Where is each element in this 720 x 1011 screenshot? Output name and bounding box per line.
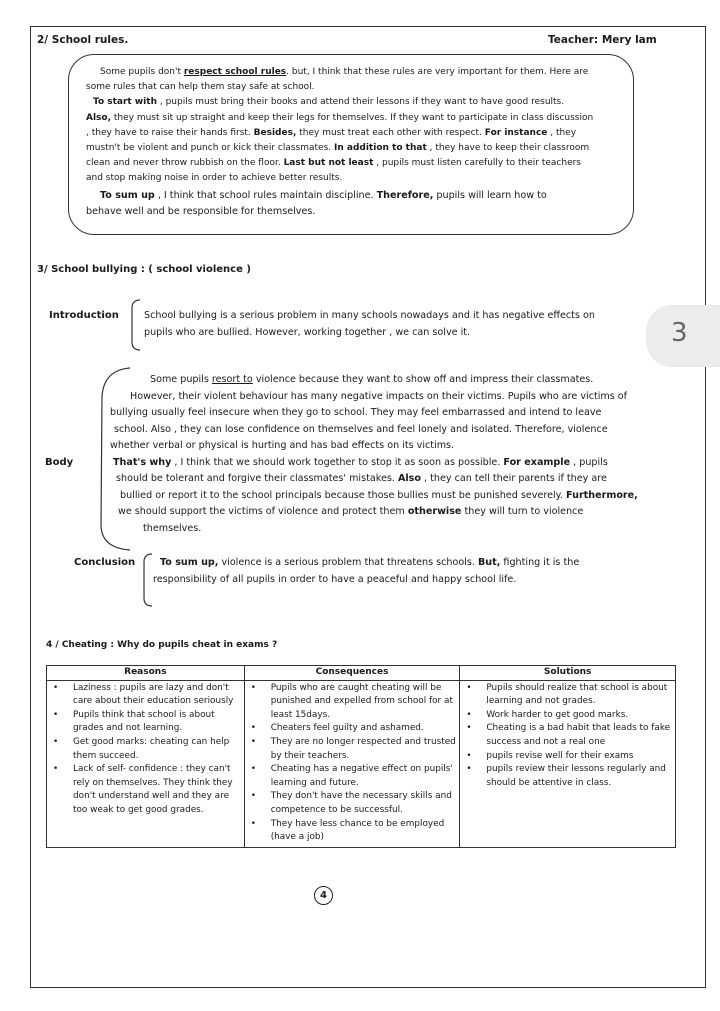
- list-item: [247, 682, 458, 723]
- text: They have less chance to be employed (have a job): [270, 818, 445, 843]
- text: otherwise: [407, 506, 462, 517]
- list-item: [247, 790, 458, 817]
- text: Also: [397, 473, 421, 484]
- text: mustn't be violent and punch or kick their classmates.: [86, 143, 334, 154]
- page-tab-number: 3: [671, 318, 688, 348]
- bullet: •: [250, 818, 256, 829]
- text: To sum up: [100, 189, 155, 201]
- teacher-name: Teacher: Mery lam: [548, 34, 657, 46]
- text: , pupils must bring their books and attend their lessons if they want to have good results.: [156, 97, 565, 108]
- text: , they can tell their parents if they are: [420, 473, 607, 484]
- list-item: [247, 736, 458, 763]
- list-item: [462, 709, 673, 723]
- text: some rules that can help them stay safe at school.: [86, 82, 315, 93]
- text: Therefore,: [376, 189, 434, 201]
- bullet: •: [53, 709, 59, 720]
- text: pupils who are bullied. However, working together , we can solve it.: [144, 326, 471, 338]
- text: Get good marks: cheating can help them succeed.: [73, 736, 230, 761]
- text: we should support the victims of violence and protect them: [118, 506, 408, 517]
- bullet: •: [466, 682, 472, 693]
- text: respect school rules: [183, 67, 287, 77]
- bullet: •: [250, 764, 256, 775]
- text: fighting it is the: [500, 557, 580, 568]
- bullet: •: [466, 709, 472, 720]
- section-title-school-rules: 2/ School rules.: [37, 34, 129, 46]
- list-item: [462, 682, 673, 709]
- text: Cheating is a bad habit that leads to fake success and not a real one: [486, 723, 671, 747]
- text: For example: [503, 456, 571, 468]
- text: , they have to keep their classroom: [426, 143, 590, 154]
- text: , I think that we should work together to stop it as soon as possible.: [171, 456, 504, 468]
- text: School bullying is a serious problem in many schools nowadays and it has negative effects on: [144, 310, 595, 321]
- section-title-bullying: 3/ School bullying : ( school violence ): [37, 264, 251, 275]
- section-title-cheating: 4 / Cheating : Why do pupils cheat in exams ?: [46, 640, 278, 650]
- text: Work harder to get good marks.: [486, 709, 629, 720]
- text: Lack of self- confidence : they can't rely on themselves. They think they don't understand well and they are too weak to get good grades.: [73, 764, 233, 815]
- text: violence because they want to show off and impress their classmates.: [252, 374, 594, 385]
- text: , pupils must listen carefully to their teachers: [373, 158, 581, 169]
- text: That's why: [113, 456, 172, 468]
- list-item: [247, 722, 458, 736]
- cheating-table: [46, 665, 676, 848]
- column-header-consequences: Consequences: [244, 666, 460, 681]
- text: school. Also , they can lose confidence on themselves and feel lonely and isolated. Therefore, violence: [114, 423, 608, 435]
- text: should be tolerant and forgive their classmates' mistakes.: [116, 473, 398, 484]
- text: behave well and be responsible for themselves.: [86, 205, 316, 217]
- text: pupils revise well for their exams: [486, 750, 634, 761]
- list-item: [49, 709, 242, 736]
- text: responsibility of all pupils in order to have a peaceful and happy school life.: [153, 573, 517, 585]
- introduction-label: Introduction: [49, 310, 119, 321]
- text: To start with: [93, 97, 157, 108]
- school-rules-paragraph: [86, 65, 593, 219]
- bullet: •: [53, 764, 59, 775]
- list-item: [462, 722, 673, 749]
- text: whether verbal or physical is hurting and has bad effects on its victims.: [110, 440, 455, 451]
- text: , I think that school rules maintain discipline.: [154, 189, 377, 201]
- list-item: [247, 818, 458, 845]
- bullet: •: [466, 750, 472, 761]
- text: But,: [478, 557, 501, 568]
- body-text: [108, 372, 638, 537]
- bullet: •: [250, 736, 256, 747]
- text: Laziness : pupils are lazy and don't care about their education seriously: [73, 682, 234, 707]
- text: and stop making noise in order to achieve better results.: [86, 173, 343, 184]
- bullet: •: [53, 736, 59, 747]
- page-number: 4: [314, 886, 333, 905]
- text: Some pupils: [150, 374, 212, 385]
- bullet: •: [466, 723, 472, 734]
- conclusion-label: Conclusion: [74, 557, 136, 568]
- text: Cheaters feel guilty and ashamed.: [270, 723, 424, 734]
- text: Pupils should realize that school is about learning and not grades.: [486, 682, 668, 707]
- column-header-reasons: Reasons: [47, 666, 245, 681]
- text: pupils review their lessons regularly and should be attentive in class.: [486, 764, 666, 788]
- conclusion-text: [153, 555, 579, 588]
- text: They are no longer respected and trusted by their teachers.: [270, 736, 456, 761]
- text: resort to: [211, 374, 253, 385]
- table-header-row: [47, 666, 676, 681]
- text: themselves.: [143, 522, 202, 534]
- text: In addition to that: [334, 143, 427, 154]
- bullet: •: [250, 682, 256, 693]
- introduction-text: [144, 308, 595, 341]
- text: To sum up,: [160, 557, 219, 568]
- text: clean and never throw rubbish on the floor.: [86, 158, 284, 169]
- text: . but, I think that these rules are very important for them. Here are: [286, 67, 589, 77]
- table-row: [47, 680, 676, 847]
- list-item: [49, 682, 242, 709]
- text: For instance: [484, 127, 548, 138]
- text: However, their violent behaviour has many negative impacts on their victims. Pupils who are victims of: [130, 390, 628, 402]
- text: Pupils think that school is about grades and not learning.: [73, 709, 215, 734]
- text: Pupils who are caught cheating will be punished and expelled from school for at least 15days.: [270, 682, 453, 720]
- list-item: [247, 763, 458, 790]
- text: Besides,: [253, 127, 297, 138]
- text: , pupils: [570, 456, 608, 468]
- text: , they have to raise their hands first.: [86, 127, 254, 138]
- text: they will turn to violence: [461, 506, 584, 517]
- text: bullied or report it to the school principals because those bullies must be punished severely.: [120, 489, 567, 501]
- text: Last but not least: [283, 158, 374, 169]
- text: they must treat each other with respect.: [296, 127, 485, 138]
- body-label: Body: [45, 457, 74, 468]
- list-item: [49, 763, 242, 817]
- text: violence is a serious problem that threatens schools.: [218, 557, 478, 568]
- column-header-solutions: Solutions: [460, 666, 676, 681]
- list-item: [49, 736, 242, 763]
- solutions-cell: [460, 680, 676, 847]
- text: They don't have the necessary skills and competence to be successful.: [270, 791, 452, 815]
- bullet: •: [250, 791, 256, 802]
- bullet: •: [466, 764, 472, 775]
- text: , they: [547, 127, 577, 138]
- bullet: •: [53, 682, 59, 693]
- reasons-cell: [47, 680, 245, 847]
- text: Cheating has a negative effect on pupils' learning and future.: [270, 764, 453, 788]
- bullet: •: [250, 723, 256, 734]
- text: pupils will learn how to: [433, 189, 547, 201]
- text: Some pupils don't: [100, 67, 184, 77]
- consequences-cell: [244, 680, 460, 847]
- list-item: [462, 750, 673, 764]
- introduction-bracket: [128, 298, 144, 352]
- text: they must sit up straight and keep their legs for themselves. If they want to participate in class discussion: [111, 112, 594, 123]
- text: Furthermore,: [566, 489, 638, 501]
- text: bullying usually feel insecure when they go to school. They may feel embarrassed and intend to leave: [110, 407, 602, 418]
- text: Also,: [86, 112, 112, 123]
- list-item: [462, 763, 673, 790]
